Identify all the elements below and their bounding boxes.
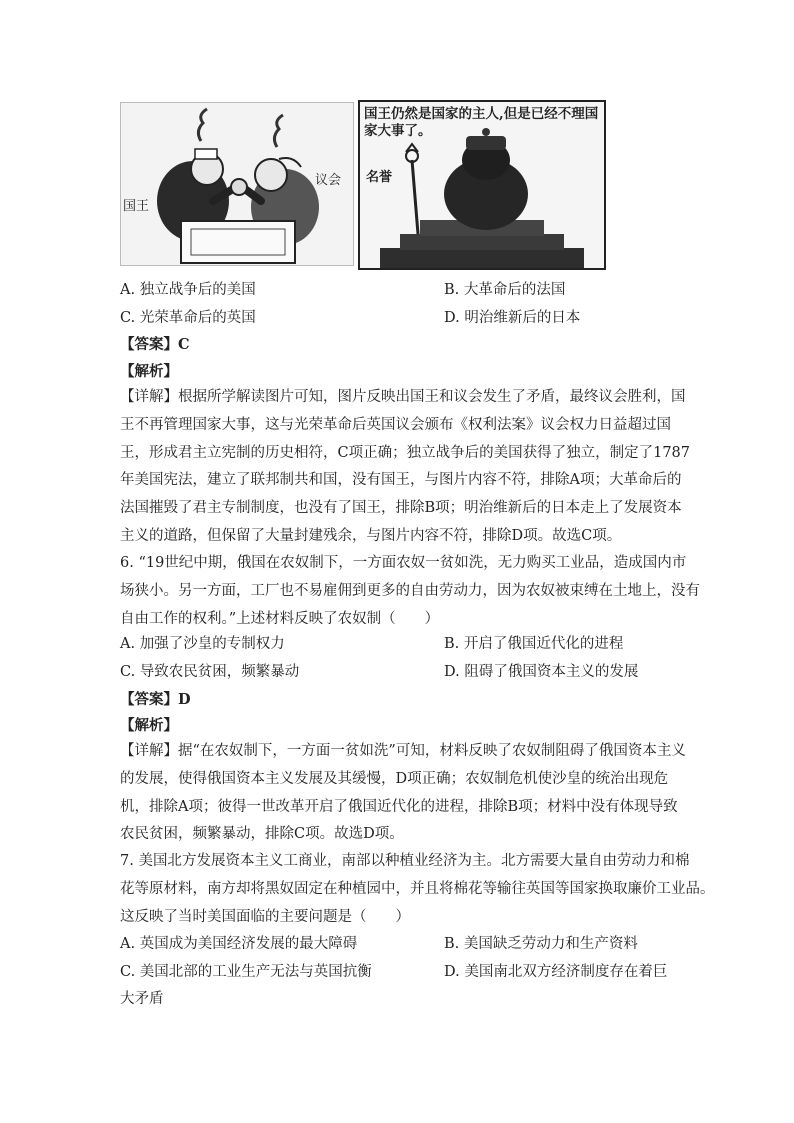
q5-option-c: C. 光荣革命后的英国 [120,310,256,326]
q5-option-a: A. 独立战争后的美国 [120,282,256,298]
q6-detail-line: 机，排除A项；彼得一世改革开启了俄国近代化的进程，排除B项；材料中没有体现导致 [120,798,678,815]
label-honor: 名誉 [366,170,393,185]
q7-option-a: A. 英国成为美国经济发展的最大障碍 [120,936,358,952]
q6-analysis-tag: 【解析】 [120,717,178,734]
q6-option-c: C. 导致农民贫困，频繁暴动 [120,664,300,680]
q5-detail-line: 法国摧毁了君主专制制度，也没有了国王，排除B项；明治维新后的日本走上了发展资本 [120,500,682,517]
q7-stem-line: 花等原材料，南方却将黑奴固定在种植园中，并且将棉花等输往英国等国家换取廉价工业品。 [120,880,715,897]
q7-stem [120,848,715,931]
q6-stem-line: 自由工作的权利。”上述材料反映了农奴制（ ） [120,610,440,627]
q6-stem-line: 6. “19世纪中期，俄国在农奴制下，一方面农奴一贫如洗，无力购买工业品，造成国内市 [120,555,687,571]
q6-detail-line: 【详解】据“在农奴制下，一方面一贫如洗”可知，材料反映了农奴制阻碍了俄国资本主义 [120,743,686,759]
q6-detail [120,738,686,849]
label-king: 国王 [123,199,150,214]
q6-answer: 【答案】D [120,691,191,708]
q6-stem-line: 场狭小。另一方面，工厂也不易雇佣到更多的自由劳动力，因为农奴被束缚在土地上，没有 [120,582,700,599]
label-parliament: 议会 [315,173,342,188]
q5-analysis-tag: 【解析】 [120,363,178,380]
q5-answer: 【答案】C [120,336,190,353]
cartoon-caption: 国王仍然是国家的主人,但是已经不理国家大事了。 [364,106,599,139]
q6-option-d: D. 阻碍了俄国资本主义的发展 [444,664,639,680]
q7-option-d-continued: 大矛盾 [120,991,164,1007]
q7-option-b: B. 美国缺乏劳动力和生产资料 [444,936,638,952]
cartoon-king-honor [358,100,606,270]
q7-option-d: D. 美国南北双方经济制度存在着巨 [444,964,668,980]
cartoon-figure [118,100,608,268]
q6-option-a: A. 加强了沙皇的专制权力 [120,636,285,652]
q5-detail-line: 王不再管理国家大事，这与光荣革命后英国议会颁布《权利法案》议会权力日益超过国 [120,416,671,433]
q6-option-b: B. 开启了俄国近代化的进程 [444,636,624,652]
q6-stem [120,550,700,633]
q6-detail-line: 的发展，使得俄国资本主义发展及其缓慢，D项正确；农奴制危机使沙皇的统治出现危 [120,770,669,787]
q5-option-d: D. 明治维新后的日本 [444,310,581,326]
q5-option-b: B. 大革命后的法国 [444,282,566,298]
q7-option-c: C. 美国北部的工业生产无法与英国抗衡 [120,964,372,980]
q5-detail-line: 【详解】根据所学解读图片可知，图片反映出国王和议会发生了矛盾，最终议会胜利，国 [120,389,686,405]
q7-stem-line: 这反映了当时美国面临的主要问题是（ ） [120,908,410,925]
q5-detail-line: 年美国宪法，建立了联邦制共和国，没有国王，与图片内容不符，排除A项；大革命后的 [120,472,682,489]
cartoon-king-vs-parliament [120,102,354,266]
q6-detail-line: 农民贫困，频繁暴动，排除C项。故选D项。 [120,826,404,843]
q5-detail [120,384,690,551]
q7-stem-line: 7. 美国北方发展资本主义工商业，南部以种植业经济为主。北方需要大量自由劳动力和棉 [120,853,690,869]
q5-detail-line: 主义的道路，但保留了大量封建残余，与图片内容不符，排除D项。故选C项。 [120,527,622,544]
q5-detail-line: 王，形成君主立宪制的历史相符，C项正确；独立战争后的美国获得了独立，制定了1787 [120,444,690,461]
